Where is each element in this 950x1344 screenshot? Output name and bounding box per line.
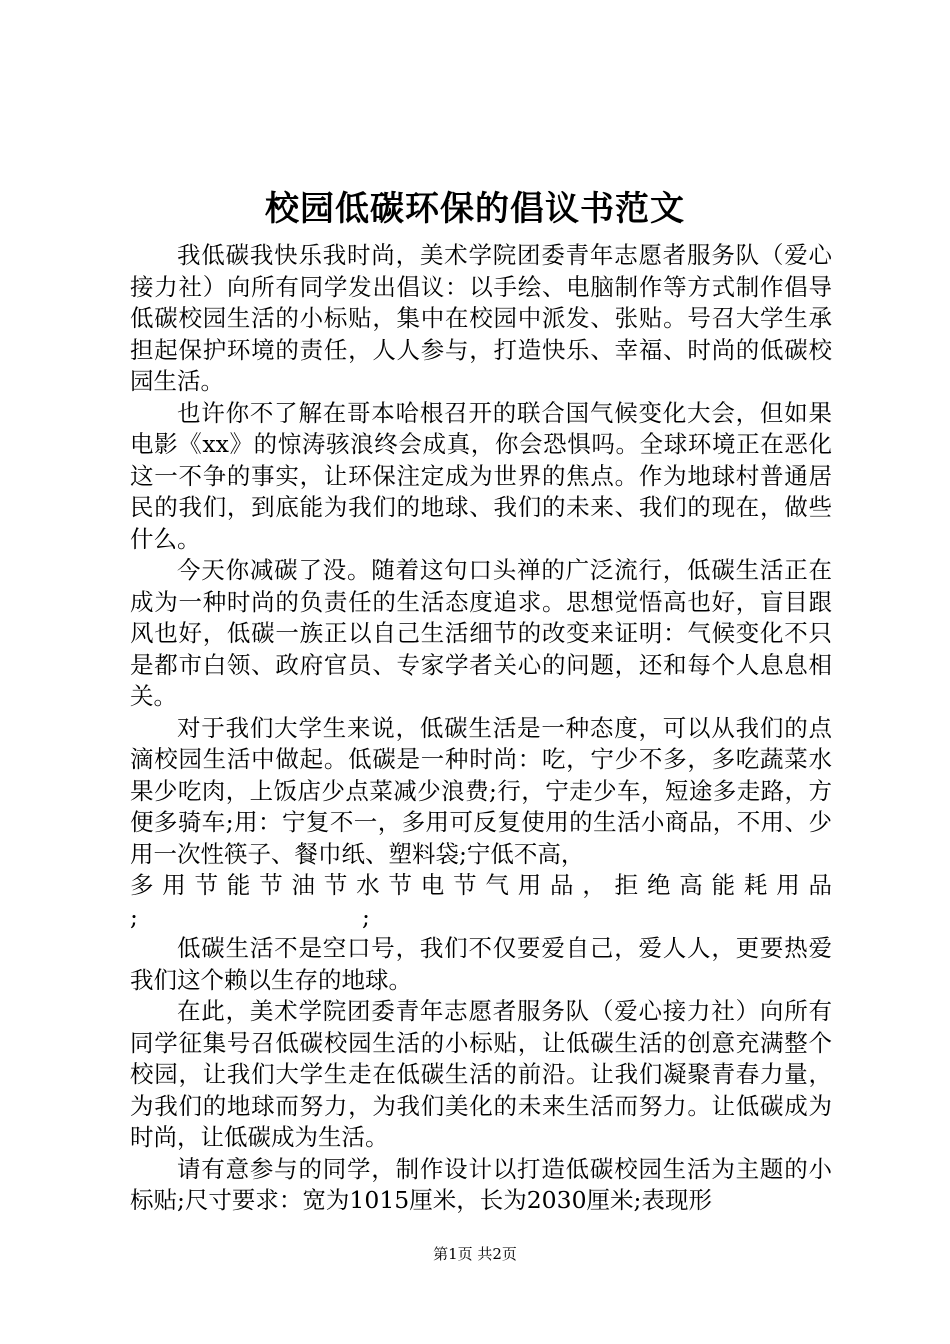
paragraph-6: 在此，美术学院团委青年志愿者服务队（爱心接力社）向所有同学征集号召低碳校园生活的小标贴，让低碳生活的创意充满整个校园，让我们大学生走在低碳生活的前沿。让我们凝聚青春力量，为我们的地球而努力，为我们美化的未来生活而努力。让低碳成为时尚，让低碳成为生活。 (130, 997, 832, 1151)
paragraph-2: 也许你不了解在哥本哈根召开的联合国气候变化大会，但如果电影《xx》的惊涛骇浪终会成真，你会恐惧吗。全球环境正在恶化这一不争的事实，让环保注定成为世界的焦点。作为地球村普通居民的我们，到底能为我们的地球、我们的未来、我们的现在，做些什么。 (130, 398, 832, 553)
paragraph-7: 请有意参与的同学，制作设计以打造低碳校园生活为主题的小标贴;尺寸要求：宽为1015厘米，长为2030厘米;表现形 (130, 1154, 832, 1214)
paragraph-3: 今天你减碳了没。随着这句口头禅的广泛流行，低碳生活正在成为一种时尚的负责任的生活态度追求。思想觉悟高也好，盲目跟风也好，低碳一族正以自己生活细节的改变来证明：气候变化不只是都市白领、政府官员、专家学者关心的问题，还和每个人息息相关。 (130, 556, 832, 710)
paragraph-1: 我低碳我快乐我时尚，美术学院团委青年志愿者服务队（爱心接力社）向所有同学发出倡议：以手绘、电脑制作等方式制作倡导低碳校园生活的小标贴，集中在校园中派发、张贴。号召大学生承担起保护环境的责任，人人参与，打造快乐、幸福、时尚的低碳校园生活。 (130, 241, 832, 395)
paragraph-4-last-line: 多用节能节油节水节电节气用品，拒绝高能耗用品 (130, 871, 832, 899)
semicolon-right: ; (362, 902, 370, 931)
document-title: 校园低碳环保的倡议书范文 (265, 189, 685, 229)
page-footer: 第1页 共2页 (433, 1245, 517, 1263)
paragraph-5: 低碳生活不是空口号，我们不仅要爱自己，爱人人，更要热爱我们这个赖以生存的地球。 (130, 934, 832, 994)
document-body (130, 240, 832, 1217)
semicolon-line (130, 902, 832, 934)
paragraph-4: 对于我们大学生来说，低碳生活是一种态度，可以从我们的点滴校园生活中做起。低碳是一种时尚：吃，宁少不多，多吃蔬菜水果少吃肉，上饭店少点菜减少浪费;行，宁走少车，短途多走路，方便多骑车;用：宁复不一，多用可反复使用的生活小商品，不用、少用一次性筷子、餐巾纸、塑料袋;宁低不高， (130, 713, 832, 868)
semicolon-left: ; (130, 902, 138, 931)
